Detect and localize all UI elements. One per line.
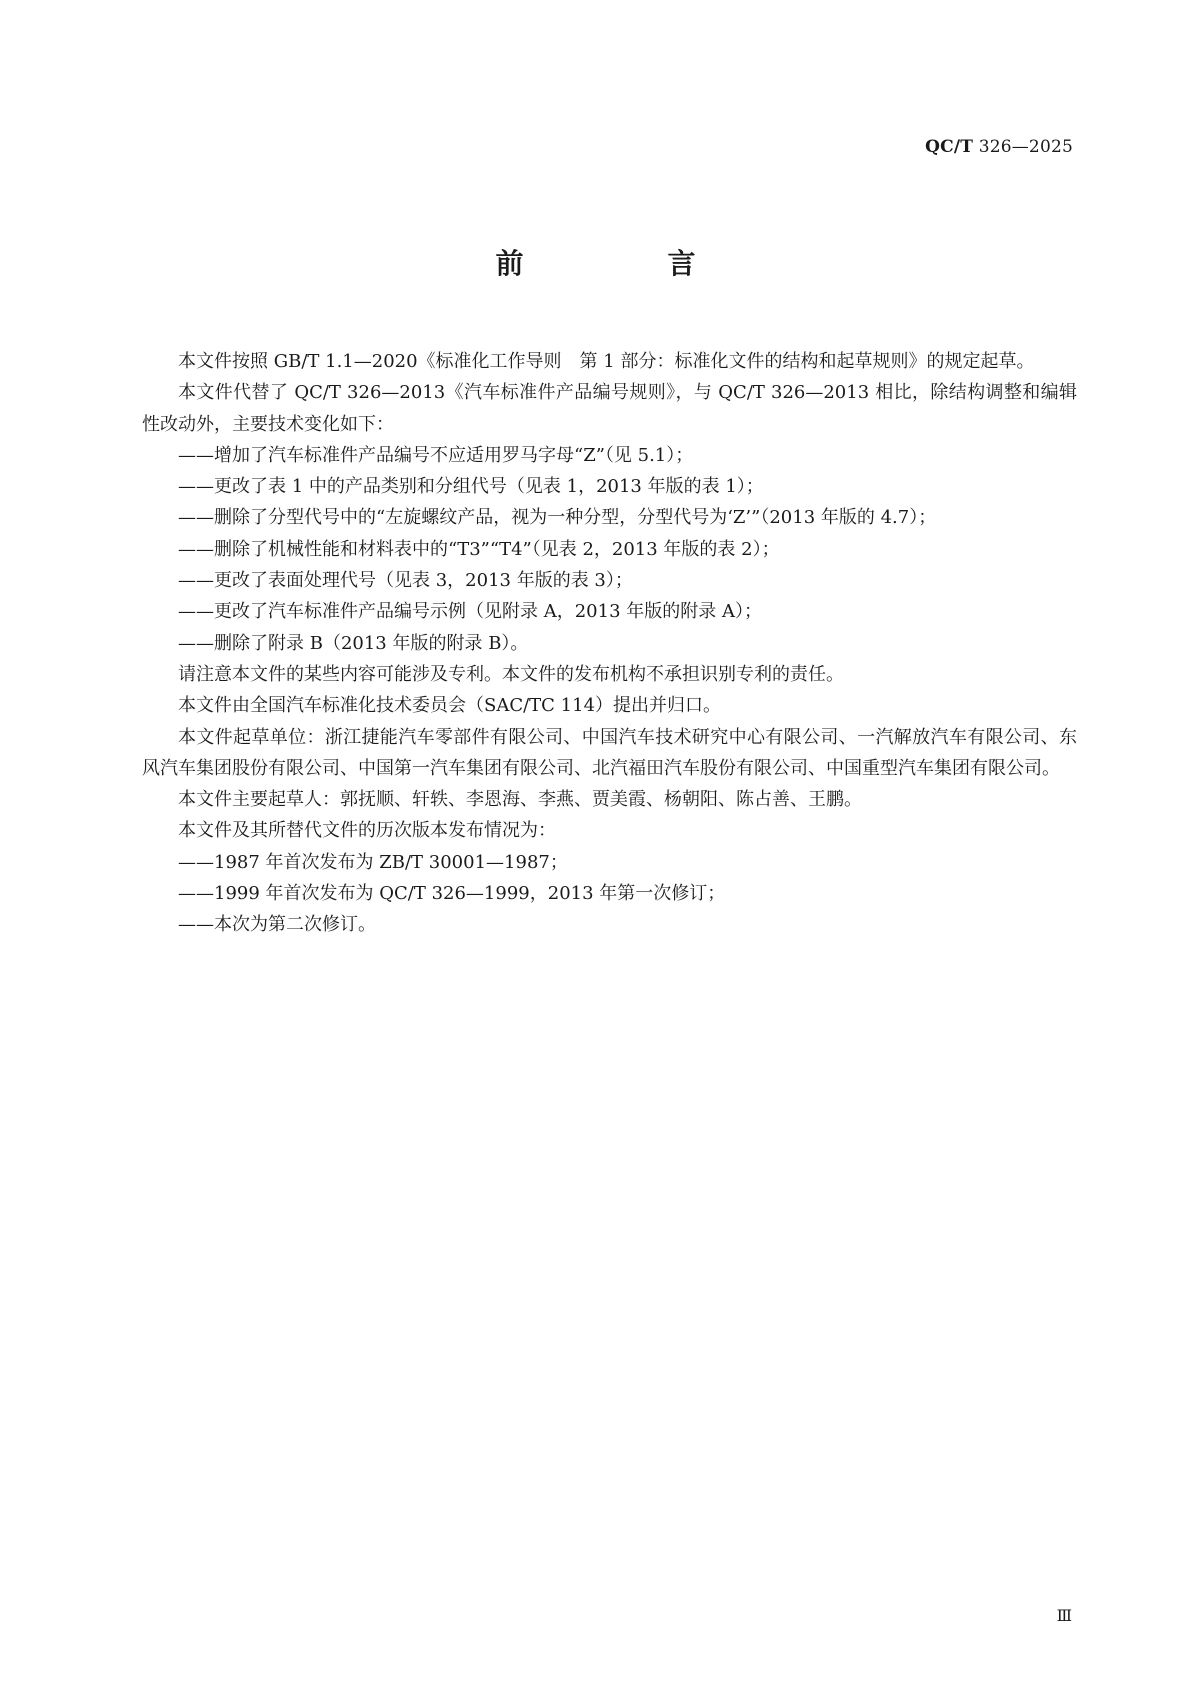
standard-code-prefix: QC/T bbox=[925, 137, 974, 157]
paragraph-drafters: 本文件主要起草人：郭抚顺、轩轶、李恩海、李燕、贾美霞、杨朝阳、陈占善、王鹏。 bbox=[178, 789, 862, 811]
page-number: Ⅲ bbox=[1056, 1606, 1072, 1625]
paragraph-drafting-units: 本文件起草单位：浙江捷能汽车零部件有限公司、中国汽车技术研究中心有限公司、一汽解放汽车有限公司、东风汽车集团股份有限公司、中国第一汽车集团有限公司、北汽福田汽车股份有限公司、中国重型汽车集团有限公司。 bbox=[142, 726, 1077, 779]
paragraph-history-intro: 本文件及其所替代文件的历次版本发布情况为： bbox=[178, 820, 556, 842]
change-item: ——更改了表面处理代号（见表 3，2013 年版的表 3）； bbox=[178, 570, 633, 592]
change-item: ——删除了机械性能和材料表中的“T3”“T4”（见表 2，2013 年版的表 2）； bbox=[178, 538, 780, 560]
paragraph-drafting-rules: 本文件按照 GB/T 1.1—2020《标准化工作导则 第 1 部分：标准化文件的结构和起草规则》的规定起草。 bbox=[178, 351, 1035, 372]
paragraph-proposer: 本文件由全国汽车标准化技术委员会（SAC/TC 114）提出并归口。 bbox=[178, 695, 722, 717]
foreword-body bbox=[142, 346, 1077, 941]
change-item: ——删除了分型代号中的“左旋螺纹产品，视为一种分型，分型代号为‘Z’”（2013 年版的 4.7）； bbox=[178, 507, 937, 529]
change-item: ——删除了附录 B（2013 年版的附录 B）。 bbox=[178, 632, 529, 654]
paragraph-replacement: 本文件代替了 QC/T 326—2013《汽车标准件产品编号规则》，与 QC/T 326—2013 相比，除结构调整和编辑性改动外，主要技术变化如下： bbox=[142, 382, 1077, 435]
change-item: ——更改了表 1 中的产品类别和分组代号（见表 1，2013 年版的表 1）； bbox=[178, 476, 764, 498]
history-item: ——本次为第二次修订。 bbox=[178, 914, 376, 936]
page-title: 前 言 bbox=[495, 247, 754, 280]
standard-code bbox=[925, 137, 1073, 157]
history-item: ——1999 年首次发布为 QC/T 326—1999，2013 年第一次修订； bbox=[178, 883, 726, 905]
change-item: ——更改了汽车标准件产品编号示例（见附录 A，2013 年版的附录 A）； bbox=[178, 601, 762, 623]
standard-code-number: 326—2025 bbox=[978, 137, 1073, 157]
history-item: ——1987 年首次发布为 ZB/T 30001—1987； bbox=[178, 851, 568, 873]
paragraph-patent-notice: 请注意本文件的某些内容可能涉及专利。本文件的发布机构不承担识别专利的责任。 bbox=[178, 663, 844, 685]
change-item: ——增加了汽车标准件产品编号不应适用罗马字母“Z”（见 5.1）； bbox=[178, 444, 694, 466]
